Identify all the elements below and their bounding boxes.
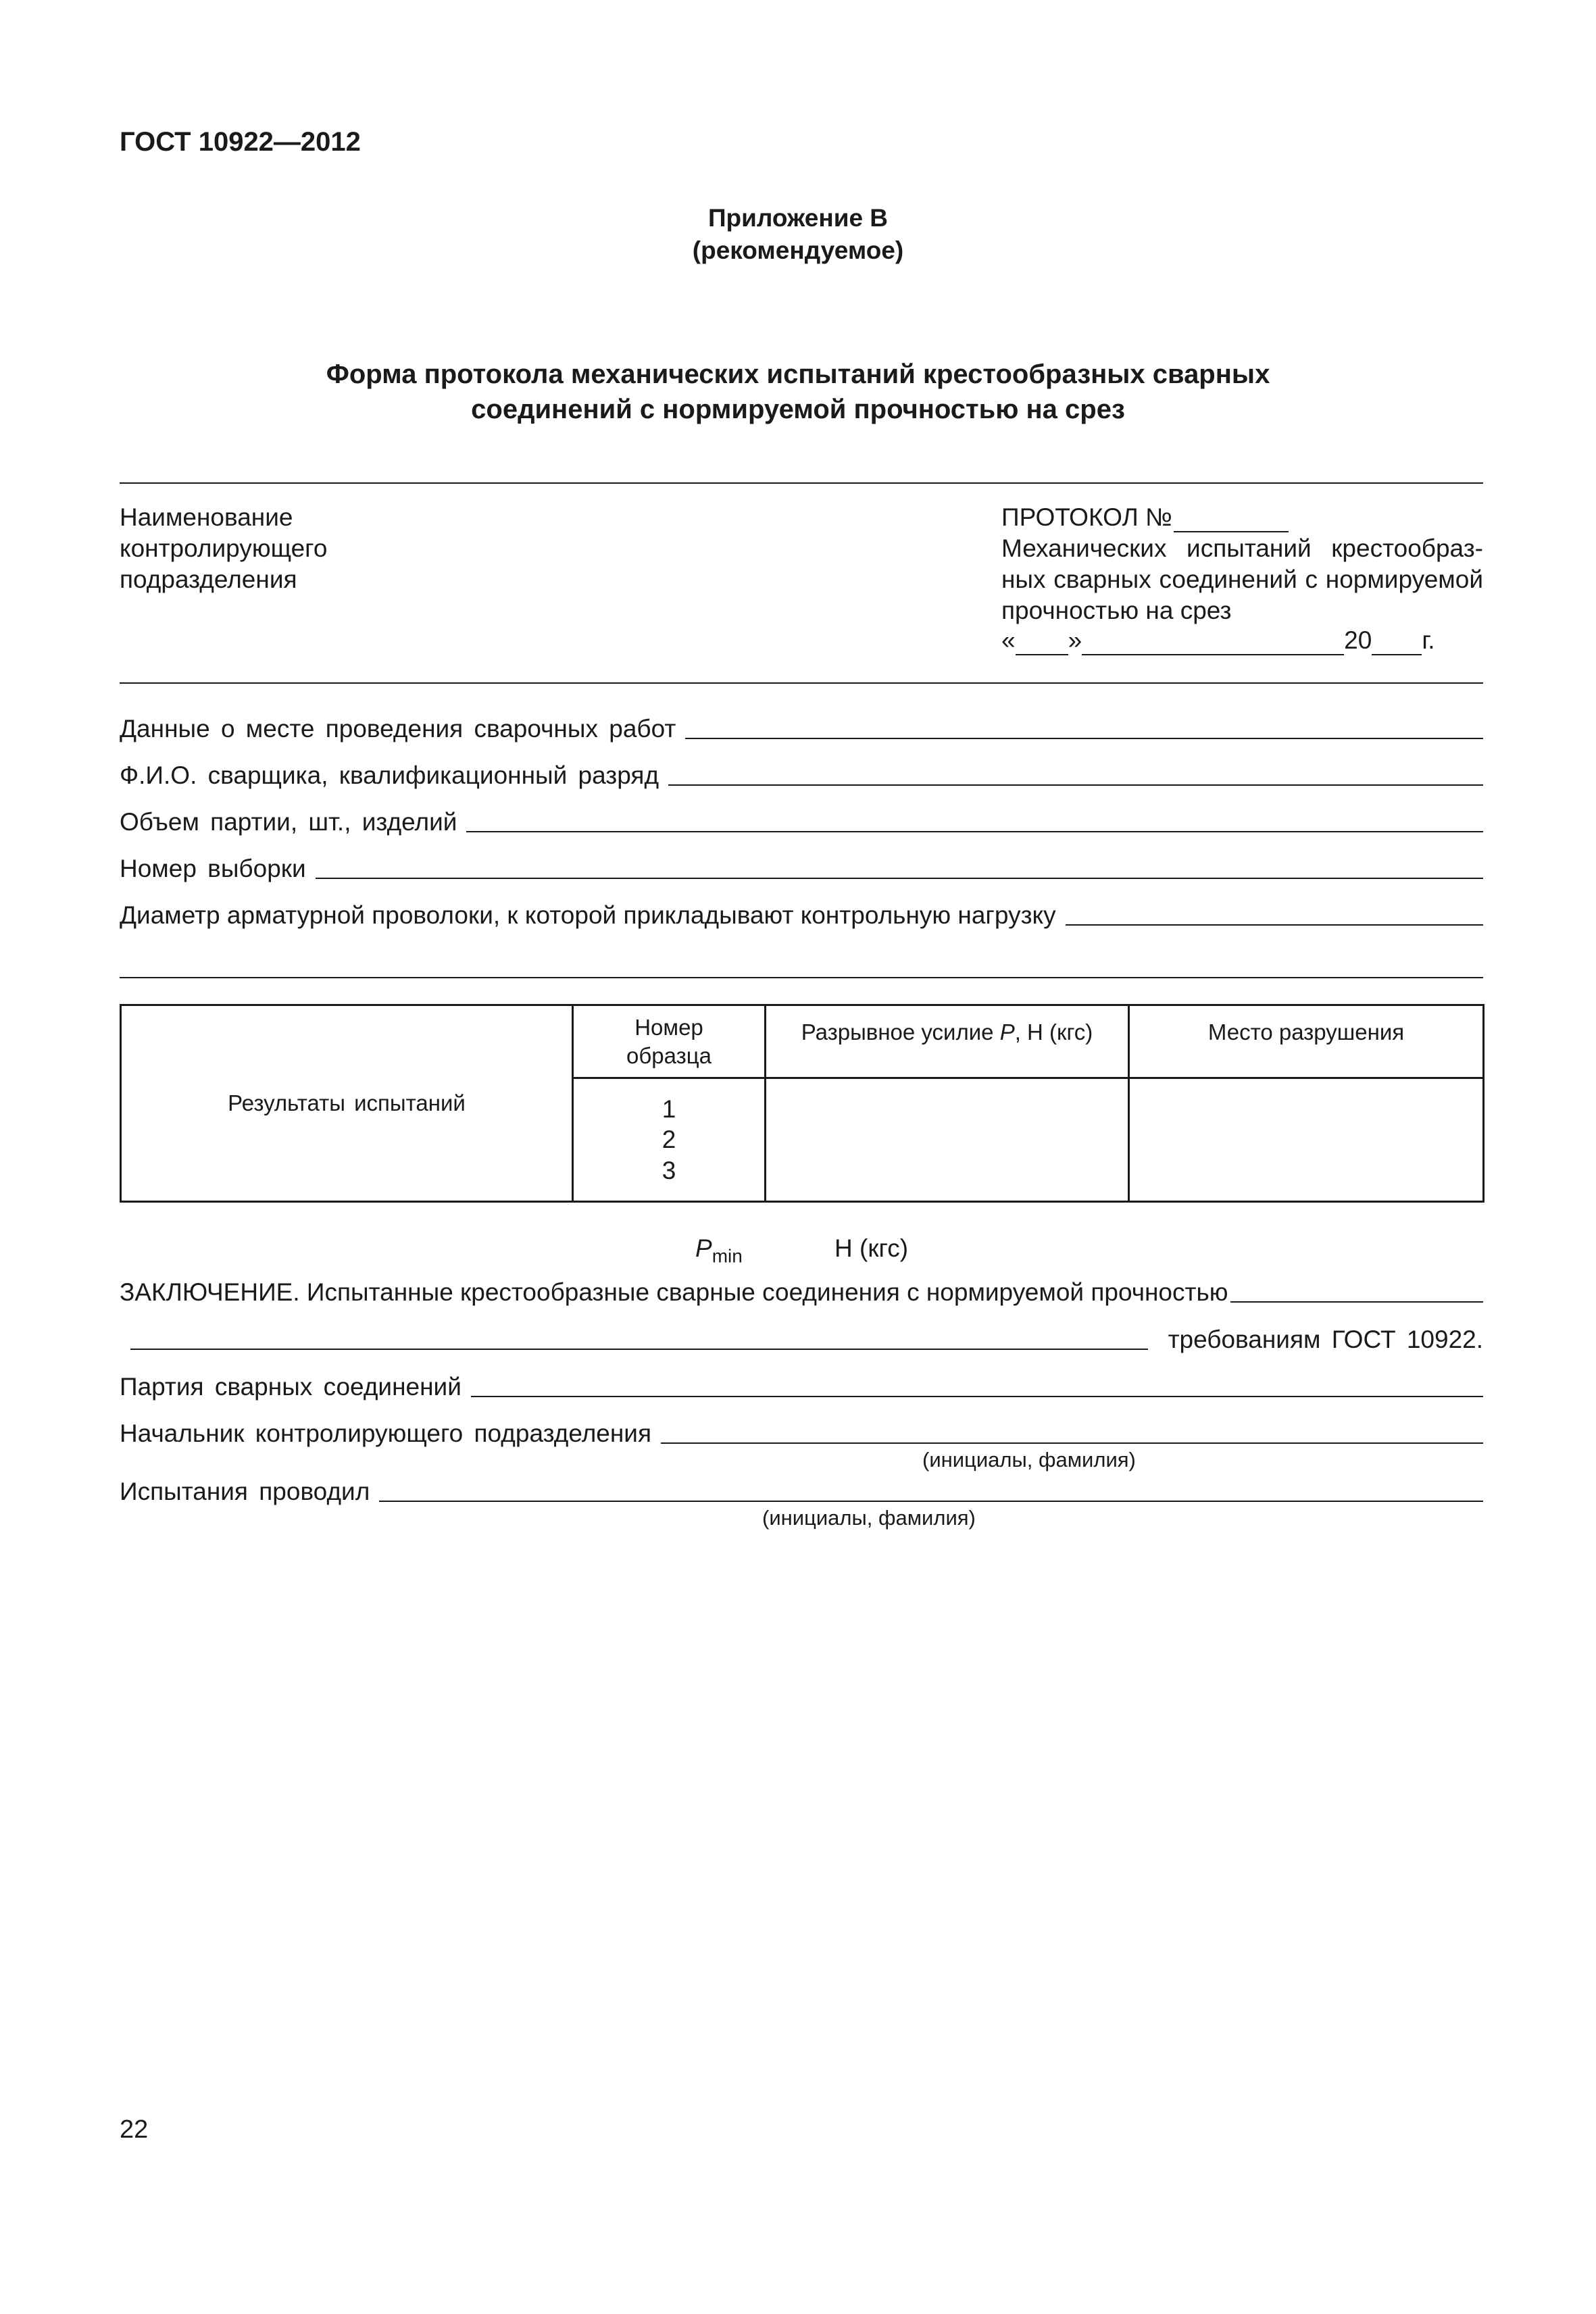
field-tester-label: Испытания проводил — [120, 1478, 370, 1505]
rule-protocol-bottom — [120, 682, 1483, 684]
field-welder-input[interactable] — [668, 784, 1483, 786]
rule-before-table — [120, 977, 1483, 978]
pmin-label — [695, 1234, 743, 1267]
field-welding-place-label: Данные о месте проведения сварочных работ — [120, 715, 676, 743]
form-title-line2: соединений с нормируемой прочностью на срез — [471, 395, 1125, 424]
conclusion-row-2 — [120, 1326, 1483, 1354]
col-sample-header-line2: образца — [626, 1042, 712, 1068]
field-tester — [120, 1478, 1483, 1506]
org-name-line2: контролирующего — [120, 534, 328, 562]
date-day-field[interactable] — [1016, 631, 1068, 655]
conclusion-row — [120, 1278, 1483, 1307]
results-label-cell — [121, 1005, 573, 1202]
field-chief-input[interactable] — [661, 1442, 1483, 1444]
sample-number-3: 3 — [662, 1156, 676, 1184]
pmin-subscript: min — [712, 1245, 743, 1267]
field-sample-number — [120, 855, 1483, 883]
col-sample-header — [573, 1005, 766, 1078]
org-name-line1: Наименование — [120, 503, 293, 531]
field-batch-volume-label: Объем партии, шт., изделий — [120, 808, 457, 836]
col-place-header-text: Место разрушения — [1207, 1020, 1405, 1045]
col-sample-header-line1: Номер — [634, 1015, 703, 1040]
results-label: Результаты испытаний — [228, 1090, 466, 1115]
col-force-header — [766, 1005, 1129, 1078]
protocol-number — [1001, 503, 1483, 532]
field-welding-place-input[interactable] — [685, 738, 1483, 739]
field-wire-diameter-label: Диаметр арматурной проволоки, к которой прикладывают контрольную нагрузку — [120, 901, 1056, 929]
field-batch-volume — [120, 808, 1483, 836]
date-year-prefix: 20 — [1344, 626, 1372, 654]
appendix-label: Приложение В — [707, 204, 889, 232]
sample-number-1: 1 — [662, 1095, 676, 1124]
sample-numbers-cell — [573, 1078, 766, 1202]
field-batch-volume-input[interactable] — [466, 831, 1483, 832]
protocol-desc-line1: Механических испытаний крестообраз- — [1001, 534, 1483, 562]
results-table — [120, 1004, 1485, 1203]
protocol-number-label: ПРОТОКОЛ № — [1001, 503, 1172, 531]
field-welded-batch-input[interactable] — [471, 1396, 1483, 1397]
protocol-desc-line2: ных сварных соединений с нормируемой — [1001, 565, 1483, 593]
date-open-quote: « — [1001, 626, 1016, 654]
field-welded-batch-label: Партия сварных соединений — [120, 1373, 462, 1401]
field-welder-label: Ф.И.О. сварщика, квалификационный разряд — [120, 761, 659, 789]
field-sample-number-input[interactable] — [316, 878, 1483, 879]
rule-top — [120, 482, 1483, 484]
field-sample-number-label: Номер выборки — [120, 855, 306, 882]
standard-header: ГОСТ 10922—2012 — [120, 127, 361, 157]
date-close-quote: » — [1068, 626, 1082, 654]
conclusion-input-1[interactable] — [1230, 1301, 1483, 1303]
fracture-place-cell[interactable] — [1129, 1078, 1484, 1202]
field-chief-label: Начальник контролирующего подразделения — [120, 1419, 652, 1447]
col-force-header-post: , Н (кгс) — [1014, 1020, 1093, 1045]
field-wire-diameter-input[interactable] — [1066, 924, 1483, 926]
org-name-line3: подразделения — [120, 565, 297, 593]
col-place-header — [1129, 1005, 1484, 1078]
field-chief — [120, 1419, 1483, 1448]
col-force-header-pre: Разрывное усилие — [801, 1020, 1000, 1045]
tester-initials-caption: (инициалы, фамилия) — [762, 1506, 976, 1530]
field-tester-input[interactable] — [379, 1501, 1483, 1502]
appendix-status: (рекомендуемое) — [692, 236, 904, 264]
protocol-number-field[interactable] — [1174, 508, 1289, 532]
date-year-field[interactable] — [1372, 631, 1422, 655]
col-force-header-var: P — [999, 1020, 1015, 1045]
pmin-unit: Н (кгс) — [834, 1234, 909, 1262]
chief-initials-caption: (инициалы, фамилия) — [922, 1448, 1136, 1472]
conclusion-input-2[interactable] — [130, 1349, 1148, 1350]
field-welding-place — [120, 715, 1483, 743]
date-year-suffix: г. — [1422, 626, 1435, 654]
field-welded-batch — [120, 1373, 1483, 1401]
page-number: 22 — [120, 2115, 149, 2144]
field-welder — [120, 761, 1483, 790]
field-wire-diameter — [120, 901, 1483, 930]
protocol-date — [1001, 626, 1435, 655]
force-values-cell[interactable] — [766, 1078, 1129, 1202]
pmin-symbol: P — [695, 1234, 712, 1262]
conclusion-text: ЗАКЛЮЧЕНИЕ. Испытанные крестообразные сварные соединения с нормируемой прочностью — [120, 1278, 1228, 1306]
date-month-field[interactable] — [1082, 631, 1344, 655]
conclusion-suffix: требованиям ГОСТ 10922. — [1168, 1326, 1483, 1353]
form-title-line1: Форма протокола механических испытаний крестообразных сварных — [326, 359, 1270, 389]
sample-number-2: 2 — [662, 1126, 676, 1154]
protocol-desc-line3: прочностью на срез — [1001, 597, 1232, 624]
